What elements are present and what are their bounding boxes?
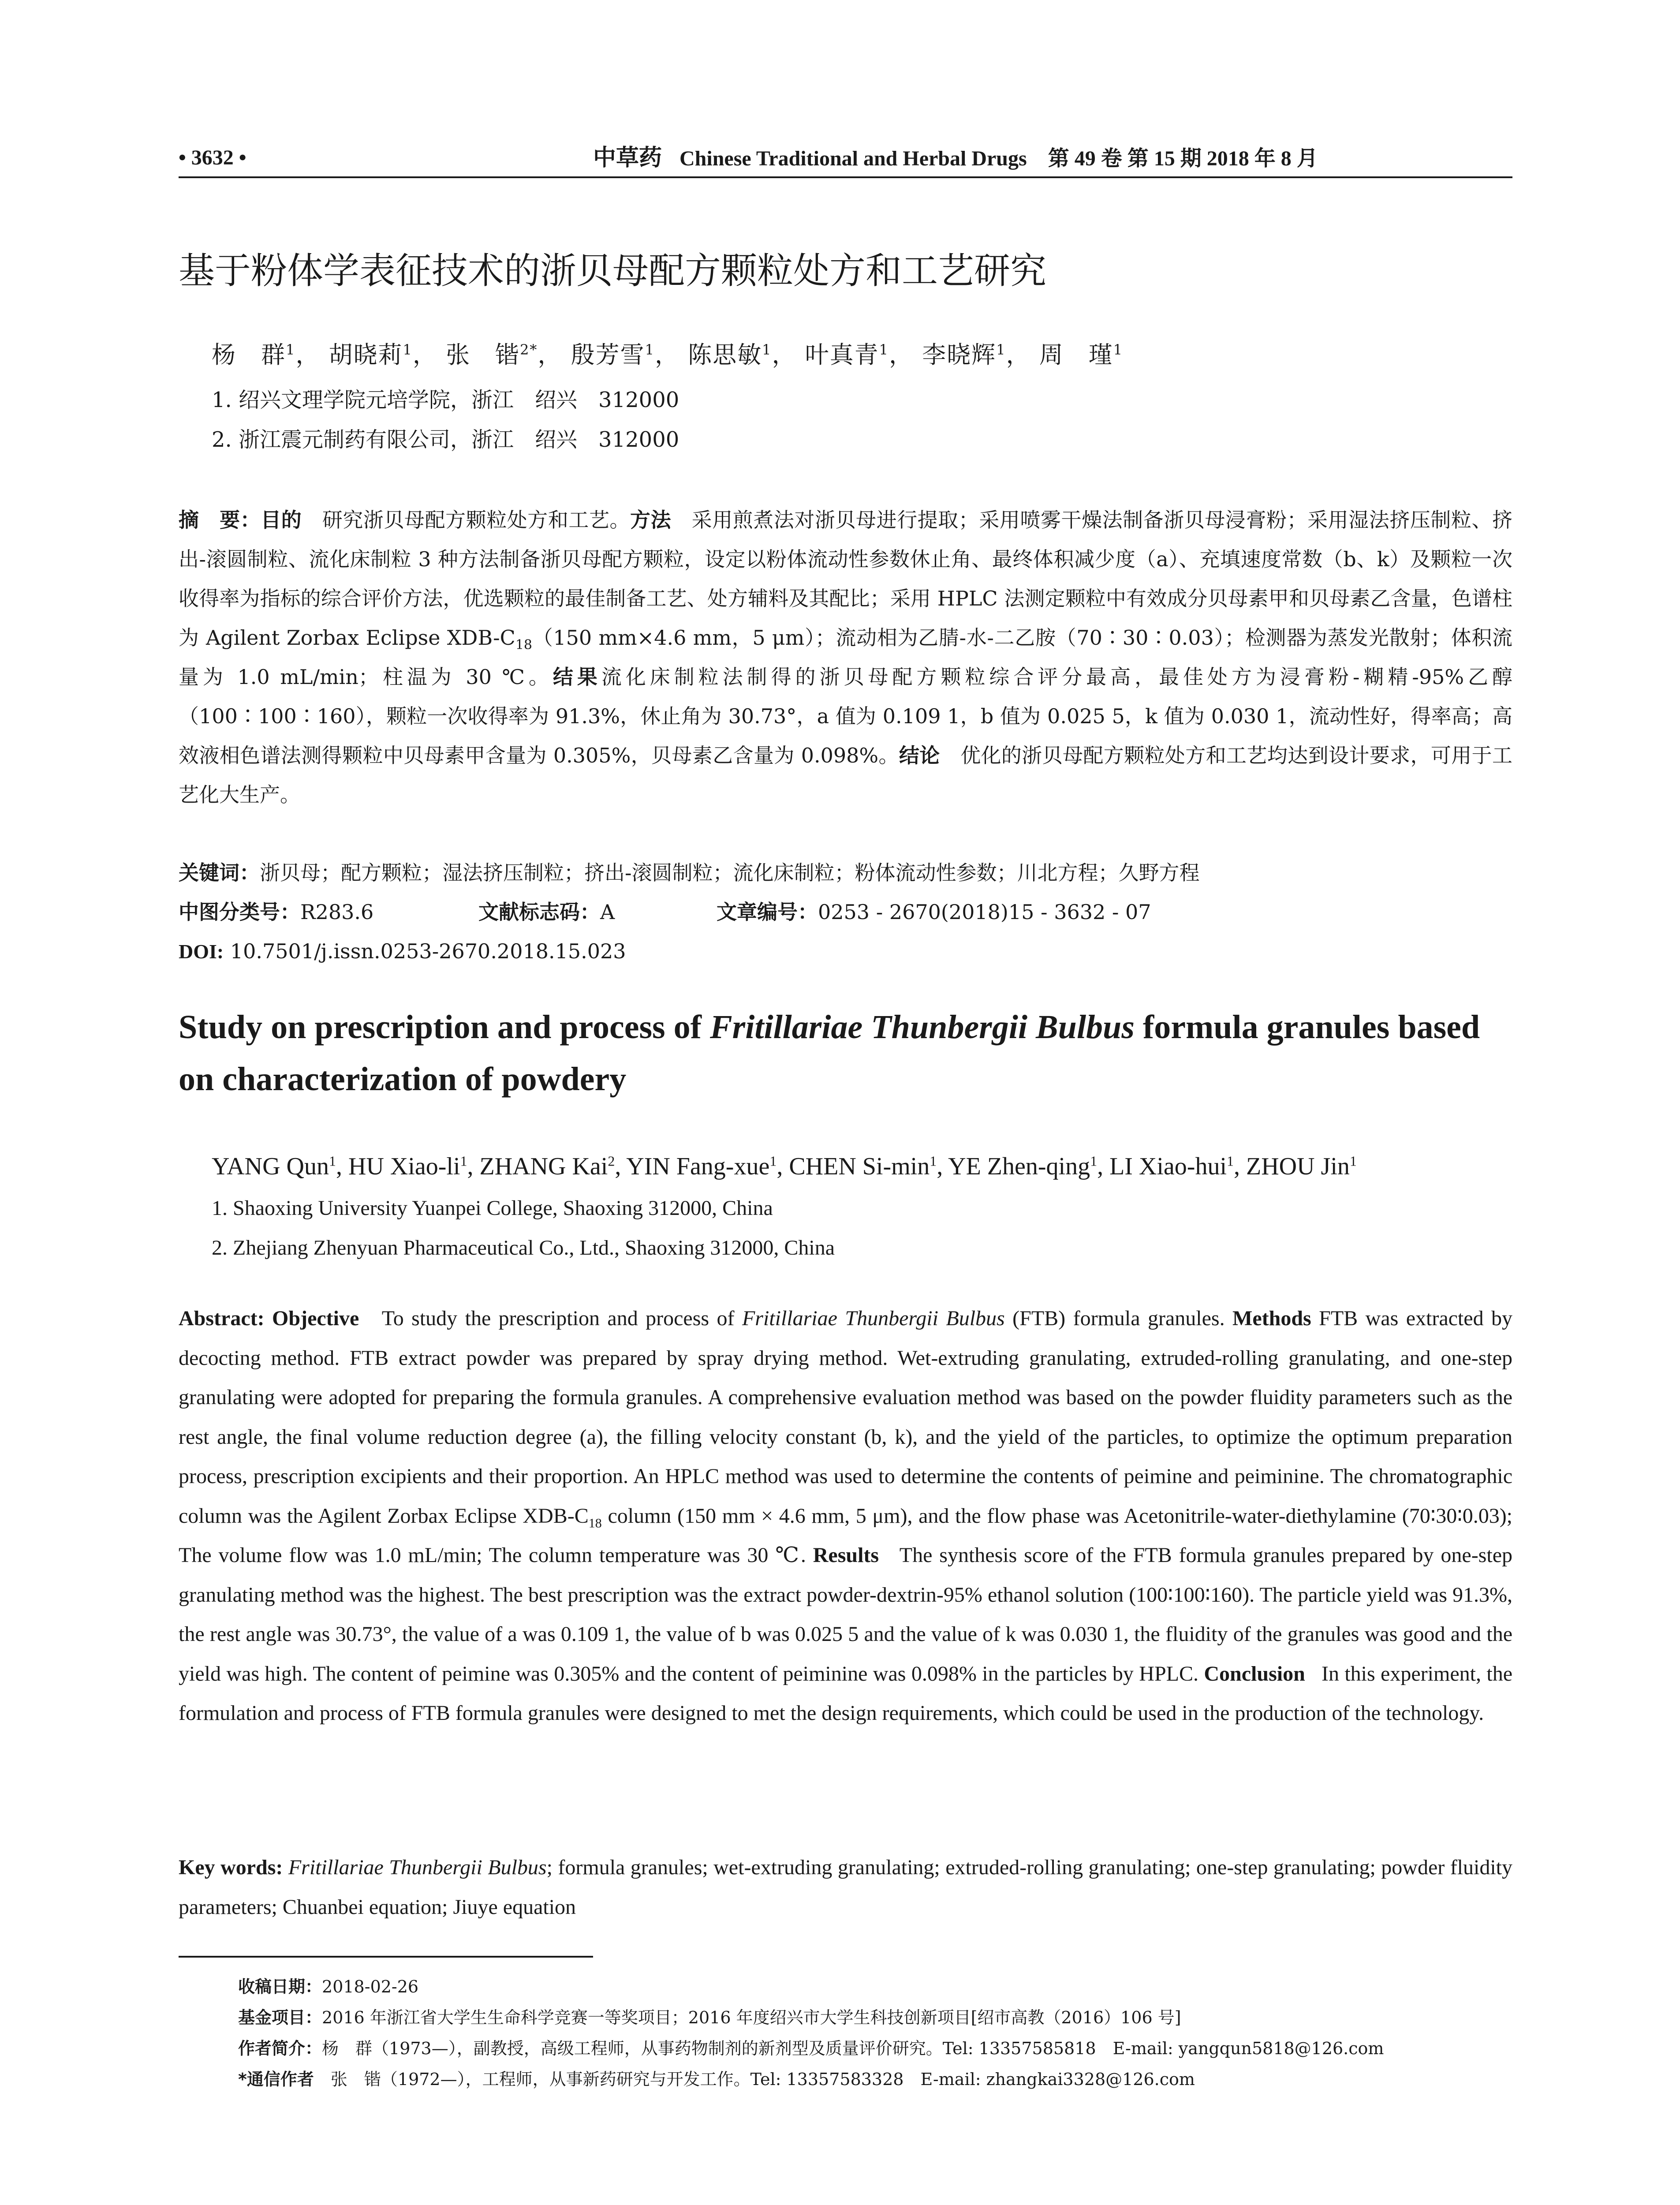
objective-label-cn: 目的 <box>261 508 302 532</box>
author-list-en: YANG Qun$^1$, HU Xiao-$li^1$, ZHANG Kai$^2$, YIN Fang-xue$^1$, CHEN $Si-\min^1$, YE Zhen-qing$^1$, LI Xiao-hui$^1$, ZHOU Jin$^1$ <box>212 1153 1357 1180</box>
author-affil-mark: 1 <box>403 341 413 358</box>
keywords-en <box>179 1848 1512 1927</box>
doc-code-value: A <box>600 900 615 924</box>
objective-label-en: Objective <box>272 1307 359 1330</box>
doc-code-label: 文献标志码： <box>478 900 600 924</box>
author-en: YIN Fang-xue <box>626 1153 770 1180</box>
results-label-en: Results <box>813 1544 879 1567</box>
journal-name <box>593 140 1318 176</box>
affiliation-cn-1: 1. 绍兴文理学院元培学院，浙江 绍兴 312000 <box>212 388 679 412</box>
author-affil-mark: 1 <box>329 1153 336 1169</box>
author-affil-mark: 1 <box>879 341 889 358</box>
received-label: 收稿日期： <box>238 1977 322 1996</box>
methods-text-cn-cont: （150 mm×4.6 mm，5 μm）；流动相为乙腈-水-二乙胺（70∶30∶0.03）；检测器为蒸发光散射；体积流量为 1.0 mL/min；柱温为 30 ℃。 <box>179 626 1513 689</box>
fund-text: 2016 年浙江省大学生生命科学竞赛一等奖项目；2016 年度绍兴市大学生科技创新项目[绍市高教（2016）106 号] <box>322 2008 1181 2027</box>
journal-logo-cn: 中草药 <box>593 144 662 171</box>
methods-text-en: FTB was extracted by decocting method. FTB extract powder was prepared by spray drying method. Wet-extruding granulating, extruded-rolling granulating, and one-step granulating were adopted for preparing the formula granules. A comprehensive evaluation method was based on the powder fluidity parameters such as the rest angle, the final volume reduction degree (a), the filling velocity constant (b, k), and the yield of the particles, to optimize the optimum preparation process, prescription excipients and their proportion. An HPLC method was used to determine the contents of peimine and peiminine. The chromatographic column was the Agilent Zorbax Eclipse XDB-C <box>179 1307 1513 1528</box>
methods-label-cn: 方法 <box>630 508 672 532</box>
title-en-species: Fritillariae Thunbergii Bulbus <box>709 1009 1135 1046</box>
footnote-author-bio <box>238 2033 1384 2064</box>
objective-text-en: To study the prescription and process of <box>381 1307 742 1330</box>
keywords-label-cn: 关键词： <box>179 861 260 885</box>
objective-text-cn: 研究浙贝母配方颗粒处方和工艺。 <box>322 508 631 532</box>
title-en-part-2: formula granules based on characterization of powdery <box>179 1009 1480 1098</box>
footnote-fund <box>238 2002 1181 2033</box>
article-title-en <box>179 1001 1512 1105</box>
footnote-received <box>238 1971 418 2002</box>
author-cn: 叶真青 <box>805 341 879 369</box>
author-affil-mark: 1 <box>1349 1153 1357 1169</box>
bio-text: 杨 群（1973—），副教授，高级工程师，从事药物制剂的新剂型及质量评价研究。Tel: 13357585818 E-mail: yangqun5818@126.com <box>322 2039 1384 2058</box>
keywords-text-en: ; formula granules; wet-extruding granulating; extruded-rolling granulating; one-step granulating; powder fluidity parameters; Chuanbei equation; Jiuye equation <box>179 1856 1513 1919</box>
author-cn: 殷芳雪 <box>571 341 645 369</box>
abstract-en <box>179 1299 1512 1733</box>
doi-line <box>179 932 626 971</box>
journal-issue: 第 49 卷 第 15 期 2018 年 8 月 <box>1048 147 1318 170</box>
keywords-text-cn: 浙贝母；配方颗粒；湿法挤压制粒；挤出-滚圆制粒；流化床制粒；粉体流动性参数；川北方程；久野方程 <box>260 861 1200 885</box>
running-header <box>179 140 1512 176</box>
corr-text: 张 锴（1972—），工程师，从事新药研究与开发工作。Tel: 13357583328 E-mail: zhangkai3328@126.com <box>330 2070 1195 2089</box>
author-affil-mark: 1 <box>1227 1153 1234 1169</box>
abstract-label-cn: 摘 要： <box>179 508 261 532</box>
article-no-value: 0253 - 2670(2018)15 - 3632 - 07 <box>818 900 1151 924</box>
results-text-cn: 流化床制粒法制得的浙贝母配方颗粒综合评分最高，最佳处方为浸膏粉-糊精-95%乙醇（100∶100∶160），颗粒一次收得率为 91.3%，休止角为 30.73°，a 值为 0.109 1，b 值为 0.025 5，k 值为 0.030 1，流动性好，得率高；高效液相色谱法测得颗粒中贝母素甲含量为 0.305%，贝母素乙含量为 0.098%。 <box>179 665 1512 767</box>
column-subscript: 18 <box>515 637 533 653</box>
classification-line <box>179 893 1151 932</box>
author-affil-mark: 1 <box>996 341 1006 358</box>
keywords-label-en: Key words: <box>179 1856 283 1879</box>
author-cn: 杨 群 <box>212 341 286 369</box>
results-text-en: The synthesis score of the FTB formula granules prepared by one-step granulating method was the highest. The best prescription was the extract powder-dextrin-95% ethanol solution (100∶100∶160). The particle yield was 91.3%, the rest angle was 30.73°, the value of a was 0.109 1, the value of b was 0.025 5 and the value of k was 0.030 1, the fluidity of the granules was good and the yield was high. The content of peimine was 0.305% and the content of peiminine was 0.098% in the particles by HPLC. <box>179 1544 1513 1686</box>
doi-value: 10.7501/j.issn.0253-2670.2018.15.023 <box>230 939 626 963</box>
footnote-rule <box>179 1956 593 1958</box>
author-cn: 胡晓莉 <box>329 341 403 369</box>
author-en: YE Zhen-qing <box>948 1153 1090 1180</box>
abstract-cn <box>179 501 1512 815</box>
author-affil-mark: 1 <box>1113 341 1124 358</box>
clc-value: R283.6 <box>300 900 374 924</box>
author-affil-mark: 1 <box>460 1153 467 1169</box>
author-affil-mark: 1 <box>645 341 655 358</box>
author-affil-mark: 1 <box>762 341 772 358</box>
author-affil-mark: 2 <box>608 1153 615 1169</box>
results-label-cn: 结果 <box>553 665 601 689</box>
objective-species-en: Fritillariae Thunbergii Bulbus <box>742 1307 1005 1330</box>
conclusion-text-en: In this experiment, the formulation and process of FTB formula granules were designed to met the design requirements, which could be used in the production of the technology. <box>179 1662 1512 1725</box>
page-number: • 3632 • <box>179 146 246 169</box>
abstract-label-en: Abstract: <box>179 1307 265 1330</box>
keywords-species-en: Fritillariae Thunbergii Bulbus <box>288 1856 547 1879</box>
objective-text-en-cont: (FTB) formula granules. <box>1004 1307 1225 1330</box>
conclusion-label-cn: 结论 <box>899 744 940 767</box>
title-en-part-1: Study on prescription and process of <box>179 1009 710 1046</box>
methods-text-en-cont: column (150 mm × 4.6 mm, 5 μm), and the flow phase was Acetonitrile-water-diethylamine (70∶30∶0.03); The volume flow was 1.0 mL/min; The column temperature was 30 ℃. <box>179 1504 1513 1567</box>
article-no-label: 文章编号： <box>717 900 818 924</box>
author-cn: 李晓辉 <box>922 341 997 369</box>
author-affil-mark: 1 <box>769 1153 777 1169</box>
author-cn: 陈思敏 <box>688 341 762 369</box>
author-en: YANG Qun <box>212 1153 329 1180</box>
conclusion-text-cn: 优化的浙贝母配方颗粒处方和工艺均达到设计要求，可用于工艺化大生产。 <box>179 744 1513 807</box>
doi-label: DOI: <box>179 940 224 963</box>
article-title-cn: 基于粉体学表征技术的浙贝母配方颗粒处方和工艺研究 <box>179 250 1047 292</box>
methods-text-cn: 采用煎煮法对浙贝母进行提取；采用喷雾干燥法制备浙贝母浸膏粉；采用湿法挤压制粒、挤出-滚圆制粒、流化床制粒 3 种方法制备浙贝母配方颗粒，设定以粉体流动性参数休止角、最终体积减少度（a）、充填速度常数（b、k）及颗粒一次收得率为指标的综合评价方法，优选颗粒的最佳制备工艺、处方辅料及其配比；采用 HPLC 法测定颗粒中有效成分贝母素甲和贝母素乙含量，色谱柱为 Agilent Zorbax Eclipse XDB-C <box>179 508 1512 650</box>
journal-name-en: Chinese Traditional and Herbal Drugs <box>679 147 1027 170</box>
author-en: ZHOU Jin <box>1246 1153 1350 1180</box>
conclusion-label-en: Conclusion <box>1204 1662 1305 1686</box>
author-cn: 张 锴 <box>446 341 520 369</box>
affiliation-en-2: 2. Zhejiang Zhenyuan Pharmaceutical Co., Ltd., Shaoxing 312000, China <box>212 1236 835 1259</box>
author-affil-mark: 1 <box>930 1153 937 1169</box>
footnote-corresponding <box>238 2064 1195 2095</box>
header-rule <box>179 176 1512 178</box>
affiliation-en-1: 1. Shaoxing University Yuanpei College, Shaoxing 312000, China <box>212 1196 773 1220</box>
author-en: ZHANG Kai <box>479 1153 608 1180</box>
corr-label: *通信作者 <box>238 2070 314 2089</box>
keywords-cn <box>179 853 1200 893</box>
bio-label: 作者简介： <box>238 2039 322 2058</box>
author-en: LI Xiao-hui <box>1109 1153 1227 1180</box>
methods-label-en: Methods <box>1232 1307 1311 1330</box>
author-cn: 周 瑾 <box>1039 341 1113 369</box>
clc-label: 中图分类号： <box>179 900 300 924</box>
author-affil-mark: 2* <box>520 341 538 358</box>
column-subscript-en: 18 <box>588 1516 602 1531</box>
received-date: 2018-02-26 <box>322 1977 419 1996</box>
author-affil-mark: 1 <box>1090 1153 1098 1169</box>
author-affil-mark: 1 <box>286 341 296 358</box>
author-en: CHEN Si-min <box>789 1153 930 1180</box>
affiliation-cn-2: 2. 浙江震元制药有限公司，浙江 绍兴 312000 <box>212 427 679 452</box>
author-list-cn: 杨 群$^1$， 胡晓莉$^1$， 张 锴$^{2*}$， 殷芳雪$^1$， 陈思敏$^1$， 叶真青$^1$， 李晓辉$^1$， 周 瑾$^1$ <box>212 341 1124 369</box>
fund-label: 基金项目： <box>238 2008 322 2027</box>
author-en: HU Xiao-li <box>348 1153 460 1180</box>
